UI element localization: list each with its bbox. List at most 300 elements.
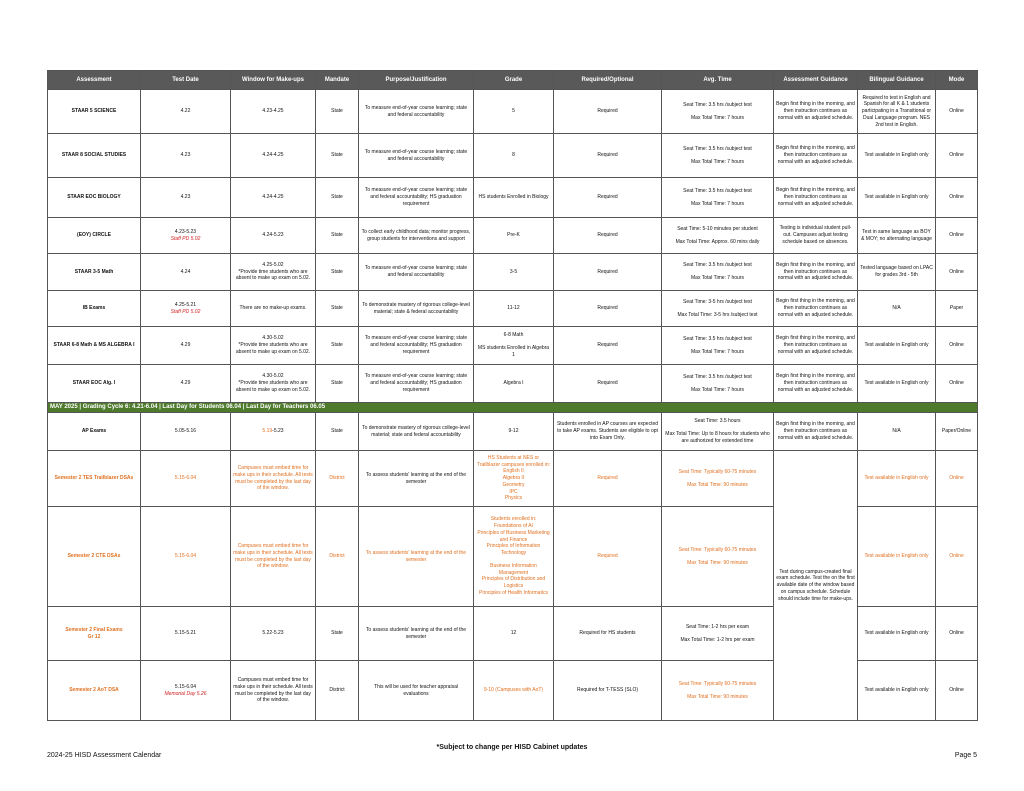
cell-text: Seat Time: 3-5 hrs /subject test [683, 298, 752, 305]
cell-text: Test available in English only [864, 687, 929, 694]
cell-text: Online [949, 630, 964, 637]
test-date-cell [141, 90, 231, 134]
cell-text: Online [949, 108, 964, 115]
required-cell [554, 327, 662, 365]
cell-text: Required for HS students [579, 630, 636, 637]
cell-text: Required [597, 108, 618, 115]
cell-text: 6-8 Math [503, 332, 524, 339]
cell-text: N/A [892, 428, 901, 435]
table-row [48, 178, 978, 218]
assessment-guidance-cell [774, 365, 858, 403]
grade-cell [474, 254, 554, 291]
makeup-window-cell [231, 365, 316, 403]
mandate-cell [316, 254, 359, 291]
test-date-cell [141, 291, 231, 327]
cell-text: Test available in English only [864, 553, 929, 560]
cell-text: 4.23 [180, 152, 191, 159]
purpose-cell [359, 178, 474, 218]
table-row [48, 90, 978, 134]
cell-text: Test available in English only [864, 475, 929, 482]
required-cell [554, 291, 662, 327]
cell-text: 3-5 [509, 268, 518, 275]
assessment-guidance-cell [774, 291, 858, 327]
bilingual-guidance-cell [858, 451, 936, 507]
table-row [48, 218, 978, 254]
mandate-cell [316, 178, 359, 218]
cell-text: Campuses must embed time for make ups in their schedule. All tests must be completed by the last day of the window. [233, 677, 313, 704]
cell-text: Test available in English only [864, 194, 929, 201]
cell-text: Required [597, 194, 618, 201]
grade-cell [474, 607, 554, 661]
cell-text: To measure end-of-year course learning; state and federal accountability; HS graduation requirement [364, 187, 468, 207]
cell-text: Max Total Time: Up to 8 hours for students who are authorized for extended time [665, 431, 770, 444]
assessment-guidance-cell [774, 134, 858, 178]
cell-text: State [331, 380, 343, 387]
grade-cell [474, 178, 554, 218]
mode-cell [936, 218, 978, 254]
cell-text: MS students Enrolled in Algebra 1 [477, 345, 550, 358]
mandate-cell [316, 661, 359, 721]
makeup-window-cell [231, 178, 316, 218]
cell-text: Seat Time: 3.5 hrs /subject test [683, 373, 752, 380]
cell-text: 5.15-6.04 [174, 683, 197, 690]
mode-cell [936, 254, 978, 291]
assessment-guidance-cell [774, 254, 858, 291]
cell-text: 5.15-6.04 [174, 553, 197, 560]
cell-text: Max Total Time: 7 hours [691, 275, 744, 281]
cell-text: 4.24 [180, 268, 191, 275]
cell-text: Testing is individual student pull-out. Campuses adjust testing schedule based on absences. [779, 225, 852, 245]
cell-text: Required [597, 475, 618, 482]
cell-text: Campuses must embed time for make ups in their schedule. All tests must be completed by the last day of the window. [233, 543, 313, 570]
avg-time-cell [662, 178, 774, 218]
cell-text: State [331, 342, 343, 349]
cell-text: 4.25-5.02 [262, 261, 284, 268]
footer-page-number: Page 5 [954, 752, 977, 759]
mode-cell [936, 178, 978, 218]
test-date-cell [141, 507, 231, 607]
test-date-cell [141, 607, 231, 661]
cell-text: 9-12 [508, 428, 519, 435]
cell-text: Required [597, 380, 618, 387]
cell-text: Max Total Time: 90 minutes [687, 559, 748, 566]
makeup-window-cell [231, 218, 316, 254]
cell-text: Required for T-TESS (SLO) [576, 687, 639, 694]
cell-text: Test available in English only [864, 152, 929, 159]
makeup-window-cell [231, 607, 316, 661]
cell-text: 4.23-4.25 [262, 108, 284, 115]
makeup-window-cell [231, 507, 316, 607]
window-start: 5.19 [262, 428, 273, 435]
mandate-cell [316, 451, 359, 507]
section-banner-row [48, 403, 978, 413]
cell-text: To collect early childhood data; monitor progress, group students for interventions and support [361, 228, 471, 242]
cell-text: To measure end-of-year course learning; state and federal accountability [364, 104, 468, 118]
cell-text: Test available in English only [864, 630, 929, 637]
cell-text: State [331, 428, 343, 435]
makeup-window-cell [231, 134, 316, 178]
grade-cell [474, 413, 554, 451]
mode-cell [936, 134, 978, 178]
mode-cell [936, 451, 978, 507]
grade-cell [474, 134, 554, 178]
cell-text: 4.29 [180, 342, 191, 349]
cell-text: Required [597, 268, 618, 275]
cell-text: HS Students at NES or Trailblazer campuses enrolled in: [476, 454, 551, 468]
purpose-cell [359, 365, 474, 403]
mode-cell [936, 507, 978, 607]
cell-text: Begin first thing in the morning, and then instruction continues as normal with an adjusted schedule. [776, 261, 855, 282]
cell-text: N/A [892, 305, 901, 312]
purpose-cell [359, 291, 474, 327]
cell-text: Required to test in English and Spanish for all K & 1 students participating in a Transitional or Dual Language program. NES 2nd test in English. [861, 94, 932, 128]
avg-time-cell [662, 413, 774, 451]
column-header: Bilingual Guidance [858, 71, 936, 90]
cell-text: State [331, 630, 343, 637]
cell-text: State [331, 108, 343, 115]
mode-cell [936, 90, 978, 134]
bilingual-guidance-cell [858, 291, 936, 327]
mode-cell [936, 413, 978, 451]
grade-cell [474, 365, 554, 403]
purpose-cell [359, 413, 474, 451]
cell-text: Semester 2 AoT DSA [69, 687, 119, 694]
cell-text: STAAR EOC Alg. I [72, 380, 116, 387]
required-cell [554, 134, 662, 178]
purpose-cell [359, 451, 474, 507]
avg-time-cell [662, 327, 774, 365]
cell-text: 8 [512, 152, 515, 159]
table-row [48, 451, 978, 507]
avg-time-cell [662, 254, 774, 291]
purpose-cell [359, 254, 474, 291]
column-header: Assessment Guidance [774, 71, 858, 90]
shared-assessment-guidance-cell [774, 451, 858, 721]
cell-text: STAAR 6-8 Math & MS ALGEBRA I [53, 342, 135, 349]
cell-text: To measure end-of-year course learning; state and federal accountability; HS graduation requirement [364, 373, 468, 393]
grade-cell [474, 451, 554, 507]
cell-text: Algebra I [503, 380, 524, 387]
test-date-cell [141, 327, 231, 365]
cell-text: 5.15-5.21 [174, 630, 197, 637]
grade-cell [474, 661, 554, 721]
grade-cell [474, 90, 554, 134]
assessment-cell [48, 254, 141, 291]
window-end: -5.23 [272, 428, 284, 435]
table-row [48, 291, 978, 327]
assessment-cell [48, 365, 141, 403]
mandate-cell [316, 327, 359, 365]
test-date-cell [141, 365, 231, 403]
cell-text: (EOY) CIRCLE [77, 232, 111, 239]
cell-text: Required [597, 305, 618, 312]
cell-text: Begin first thing in the morning, and then instruction continues as normal with an adjusted schedule. [776, 145, 855, 165]
cell-text: Staff PD 5.02 [170, 308, 201, 315]
cell-text: Online [949, 380, 964, 387]
cell-text: Begin first thing in the morning, and then instruction continues as normal with an adjusted schedule. [776, 335, 855, 355]
avg-time-cell [662, 90, 774, 134]
cell-text: Required [597, 342, 618, 349]
makeup-window-cell [231, 451, 316, 507]
bilingual-guidance-cell [858, 134, 936, 178]
cell-text: 5.15-6.04 [174, 475, 197, 482]
grade-cell [474, 291, 554, 327]
cell-text: 11-12 [507, 305, 520, 312]
required-cell [554, 178, 662, 218]
cell-text: Test available in English only [864, 380, 929, 387]
mandate-cell [316, 507, 359, 607]
bilingual-guidance-cell [858, 178, 936, 218]
cell-text: State [331, 232, 343, 239]
table-row [48, 134, 978, 178]
cell-text: To assess students' learning at the end of the semester [365, 471, 467, 485]
assessment-cell [48, 507, 141, 607]
mode-cell [936, 607, 978, 661]
cell-text: Test during campus-created final exam schedule. Test the on the first available date of the window based on campus schedule. Schedule should include time for make-ups. [776, 568, 855, 602]
cell-text: Principles of Distribution and Logistics [481, 576, 546, 590]
cell-text: Students enrolled in: [490, 516, 537, 523]
cell-text: Max Total Time: 7 hours [691, 114, 744, 121]
assessment-cell [48, 90, 141, 134]
cell-text: Required [597, 553, 618, 560]
cell-text: Online [949, 553, 964, 560]
mandate-cell [316, 291, 359, 327]
bilingual-guidance-cell [858, 661, 936, 721]
cell-text: Paper [949, 305, 964, 312]
cell-text: State [331, 268, 343, 275]
assessment-guidance-cell [774, 90, 858, 134]
cell-text: Online [949, 194, 964, 201]
cell-text: Paper/Online [941, 428, 972, 435]
test-date-cell [141, 661, 231, 721]
cell-text: Business Information Management [490, 562, 537, 576]
cell-text: Semester 2 Final Exams [65, 626, 123, 633]
assessment-cell [48, 327, 141, 365]
mandate-cell [316, 218, 359, 254]
cell-text: 5.22-5.23 [262, 630, 284, 637]
cell-text: Algebra II [502, 475, 525, 482]
purpose-cell [359, 607, 474, 661]
test-date-cell [141, 451, 231, 507]
cell-text: There are no make-up exams. [239, 305, 307, 312]
assessment-cell [48, 218, 141, 254]
cell-text: Begin first thing in the morning, and then instruction continues as normal with an adjusted schedule. [776, 101, 855, 121]
purpose-cell [359, 661, 474, 721]
cell-text: Max Total Time: 7 hours [691, 348, 744, 355]
cell-text: 4.24-5.23 [262, 232, 284, 239]
cell-text: Max Total Time: 7 hours [691, 200, 744, 207]
table-header-row [48, 71, 978, 90]
cell-text: Principles of Information Technology [486, 543, 541, 557]
cell-text: 4.23-5.23 [174, 228, 197, 235]
purpose-cell [359, 327, 474, 365]
cell-text: Seat Time: Typically 60-75 minutes [678, 680, 757, 687]
cell-text: 12 [510, 630, 517, 637]
cell-text: Semester 2 TES Trailblazer DSAs [54, 475, 134, 482]
column-header: Required/Optional [554, 71, 662, 90]
cell-text: Physics [504, 495, 523, 502]
assessment-guidance-cell [774, 327, 858, 365]
avg-time-cell [662, 218, 774, 254]
cell-text: Seat Time: 3.5 hrs /subject test [683, 262, 752, 269]
cell-text: Max Total Time: 7 hours [691, 386, 744, 393]
assessment-cell [48, 178, 141, 218]
footer-note: *Subject to change per HISD Cabinet updates [436, 744, 588, 751]
cell-text: Max Total Time: 3-5 hrs /subject test [677, 311, 758, 318]
purpose-cell [359, 507, 474, 607]
bilingual-guidance-cell [858, 218, 936, 254]
cell-text: IPC [509, 488, 518, 495]
cell-text: Max Total Time: Approx. 60 mins daily [675, 238, 760, 245]
required-cell [554, 451, 662, 507]
assessment-cell [48, 134, 141, 178]
section-banner: MAY 2025 | Grading Cycle 6: 4.21-6.04 | Last Day for Students 06.04 | Last Day for Teachers 06.05 [48, 403, 978, 413]
cell-text: Online [949, 687, 964, 694]
required-cell [554, 607, 662, 661]
cell-text: To assess students' learning at the end of the semester [365, 626, 467, 640]
assessment-calendar-table [47, 70, 978, 721]
cell-text: HS students Enrolled in Biology [478, 194, 549, 201]
column-header: Purpose/Justification [359, 71, 474, 90]
avg-time-cell [662, 365, 774, 403]
assessment-cell [48, 291, 141, 327]
avg-time-cell [662, 134, 774, 178]
column-header: Avg. Time [662, 71, 774, 90]
grade-cell [474, 507, 554, 607]
test-date-cell [141, 413, 231, 451]
required-cell [554, 254, 662, 291]
cell-text: English II [503, 468, 524, 475]
cell-text: STAAR 3-5 Math [74, 268, 114, 275]
assessment-guidance-cell [774, 178, 858, 218]
cell-text: *Provide time students who are absent to make up exam on 5.02. [235, 380, 311, 393]
cell-text: Seat Time: Typically 60-75 minutes [678, 468, 757, 475]
cell-text: Geometry [502, 481, 525, 488]
cell-text: State [331, 305, 343, 312]
table-row [48, 254, 978, 291]
cell-text: Seat Time: 3.5 hrs /subject test [683, 335, 752, 342]
cell-text: State [331, 194, 343, 201]
table-row [48, 365, 978, 403]
mandate-cell [316, 134, 359, 178]
cell-text: Seat Time: 1-2 hrs per exam [685, 623, 750, 630]
column-header: Mandate [316, 71, 359, 90]
footer-calendar-title: 2024-25 HISD Assessment Calendar [47, 752, 162, 759]
assessment-cell [48, 661, 141, 721]
cell-text: District [329, 475, 345, 482]
mandate-cell [316, 365, 359, 403]
purpose-cell [359, 218, 474, 254]
cell-text: STAAR 5 SCIENCE [71, 108, 117, 115]
test-date-cell [141, 254, 231, 291]
column-header: Test Date [141, 71, 231, 90]
cell-text: Begin first thing in the morning, and then instruction continues as normal with an adjusted schedule. [776, 187, 855, 207]
cell-text: District [329, 553, 345, 560]
cell-text: Seat Time: 3.5 hrs /subject test [683, 101, 752, 108]
mode-cell [936, 327, 978, 365]
column-header: Window for Make-ups [231, 71, 316, 90]
cell-text: 4.25-5.21 [174, 301, 197, 308]
column-header: Assessment [48, 71, 141, 90]
table-row [48, 413, 978, 451]
avg-time-cell [662, 661, 774, 721]
makeup-window-cell [231, 291, 316, 327]
column-header: Grade [474, 71, 554, 90]
bilingual-guidance-cell [858, 413, 936, 451]
makeup-window-cell [231, 90, 316, 134]
required-cell [554, 507, 662, 607]
cell-text: Max Total Time: 1-2 hrs per exam [680, 636, 755, 643]
bilingual-guidance-cell [858, 254, 936, 291]
cell-text: Staff PD 5.02 [170, 235, 201, 242]
cell-text: 4.22 [180, 108, 191, 115]
test-date-cell [141, 134, 231, 178]
cell-text: Online [949, 268, 964, 275]
bilingual-guidance-cell [858, 365, 936, 403]
cell-text: 4.30-5.02 [262, 335, 284, 342]
bilingual-guidance-cell [858, 607, 936, 661]
mode-cell [936, 661, 978, 721]
assessment-cell [48, 451, 141, 507]
cell-text: Foundations of AI [494, 523, 533, 530]
cell-text: Seat Time: 3.5 hrs /subject test [683, 145, 752, 152]
cell-text: Online [949, 152, 964, 159]
required-cell [554, 413, 662, 451]
cell-text: Tested language based on LPAC for grades 3rd - 5th [860, 265, 933, 278]
assessment-guidance-cell [774, 218, 858, 254]
cell-text: *Provide time students who are absent to make up exam on 5.02. [235, 268, 311, 282]
test-date-cell [141, 218, 231, 254]
grade-cell [474, 327, 554, 365]
bilingual-guidance-cell [858, 507, 936, 607]
cell-text: Seat Time: 3.5 hours [694, 418, 741, 425]
cell-text: Seat Time: Typically 60-75 minutes [678, 546, 757, 553]
cell-text: To measure end-of-year course learning; state and federal accountability [364, 148, 468, 162]
cell-text: Campuses must embed time for make ups in their schedule. All tests must be completed by the last day of the window. [233, 465, 313, 492]
cell-text: *Provide time students who are absent to make up exam on 5.02. [235, 342, 311, 355]
cell-text: Test available in English only [864, 342, 929, 349]
makeup-window-cell [231, 661, 316, 721]
avg-time-cell [662, 291, 774, 327]
cell-text: Test in same language as BOY & MOY; no alternating language [861, 228, 932, 242]
cell-text: 9-10 (Campuses with AoT) [483, 687, 544, 694]
cell-text: 5 [512, 108, 515, 115]
mandate-cell [316, 607, 359, 661]
avg-time-cell [662, 607, 774, 661]
cell-text: District [329, 687, 345, 694]
cell-text: Online [949, 342, 964, 349]
mode-cell [936, 365, 978, 403]
mandate-cell [316, 90, 359, 134]
cell-text: STAAR 8 SOCIAL STUDIES [61, 152, 127, 159]
cell-text: Seat Time: 5-10 minutes per student [677, 225, 758, 232]
cell-text: 4.24-4.25 [262, 194, 284, 201]
purpose-cell [359, 90, 474, 134]
cell-text: Begin first thing in the morning, and then instruction continues as normal with an adjusted schedule. [776, 421, 855, 441]
makeup-window-cell [231, 327, 316, 365]
avg-time-cell [662, 507, 774, 607]
makeup-window-cell [231, 254, 316, 291]
cell-text: Online [949, 475, 964, 482]
cell-text: 4.30-5.02 [262, 373, 284, 380]
cell-text: Max Total Time: 7 hours [691, 158, 744, 165]
bilingual-guidance-cell [858, 90, 936, 134]
cell-text: Memorial Day 5.26 [164, 690, 207, 697]
cell-text: AP Exams [81, 428, 107, 435]
cell-text: To measure end-of-year course learning; state and federal accountability [364, 265, 468, 278]
required-cell [554, 218, 662, 254]
cell-text: 4.23 [180, 194, 191, 201]
